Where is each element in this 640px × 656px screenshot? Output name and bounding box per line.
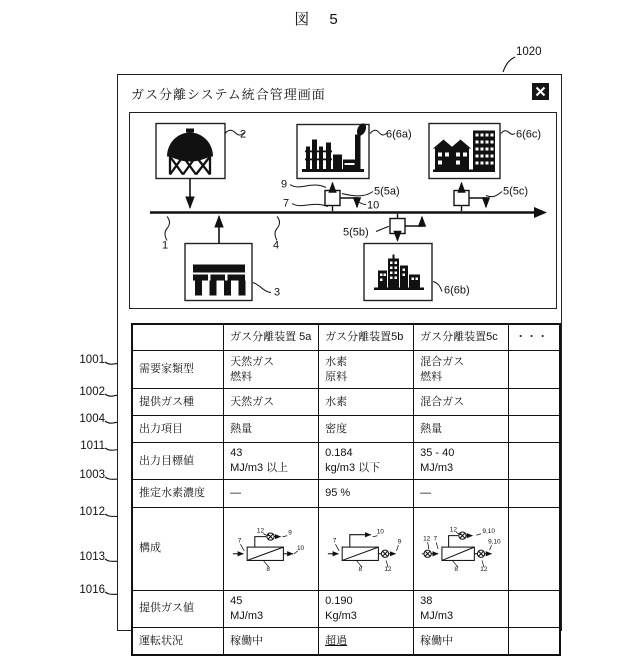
row-label: 推定水素濃度 xyxy=(132,480,224,508)
row-label: 提供ガス値 xyxy=(132,590,224,627)
separator-5b xyxy=(390,214,422,241)
label-sep-a: 5(5a) xyxy=(374,185,400,198)
table-row xyxy=(132,443,560,480)
pipeline xyxy=(150,207,547,218)
label-sep-b: 5(5b) xyxy=(343,226,369,239)
cell: 0.190 Kg/m3 xyxy=(319,590,414,627)
mini-label-module: 8 xyxy=(358,565,363,573)
table-header-row xyxy=(132,324,560,351)
table-row xyxy=(132,627,560,655)
label-tank: 2 xyxy=(240,128,247,141)
config-cell-5c xyxy=(414,508,509,591)
label-factory-a: 6(6a) xyxy=(386,128,412,141)
row-label: 運転状況 xyxy=(132,627,224,655)
label-pipe-4: 4 xyxy=(273,239,280,252)
cell: — xyxy=(224,480,319,508)
cell: 混合ガス xyxy=(414,389,509,416)
cell: 38 MJ/m3 xyxy=(414,590,509,627)
label-city-c: 6(6c) xyxy=(516,128,542,141)
cell: 稼働中 xyxy=(414,627,509,655)
cell: 熱量 xyxy=(414,416,509,443)
cell: 43 MJ/m3 以上 xyxy=(224,443,319,480)
mini-label-side-valve: 12 xyxy=(384,565,392,573)
header-empty xyxy=(132,324,224,351)
mini-label-top-out: 9,10 xyxy=(482,527,496,535)
mini-label-top-valve: 12 xyxy=(257,527,265,535)
factory-icon xyxy=(297,122,369,179)
cell xyxy=(509,590,560,627)
mini-label-top-valve: 12 xyxy=(449,526,458,534)
cell: 45 MJ/m3 xyxy=(224,590,319,627)
system-diagram xyxy=(129,112,557,309)
mini-label-feed: 7 xyxy=(237,537,242,545)
window-ref-number: 1020 xyxy=(516,46,542,58)
ref-1002: 1002 xyxy=(79,386,105,398)
label-sep-c: 5(5c) xyxy=(503,185,529,198)
header-device-5c: ガス分離装置5c xyxy=(414,324,509,351)
cell: 水素 原料 xyxy=(319,351,414,389)
city-buildings-icon xyxy=(429,124,500,179)
separator-5c xyxy=(454,183,486,211)
cell: 混合ガス 燃料 xyxy=(414,351,509,389)
cell xyxy=(509,627,560,655)
table-row-configuration xyxy=(132,508,560,591)
cell xyxy=(509,480,560,508)
cell: 0.184 kg/m3 以下 xyxy=(319,443,414,480)
mini-label-side-out: 9 xyxy=(397,538,402,546)
cell xyxy=(509,443,560,480)
mini-label-side-out: 9,10 xyxy=(488,538,501,546)
label-pipe-1: 1 xyxy=(162,239,169,252)
config-cell-5b xyxy=(319,508,414,591)
cell xyxy=(509,416,560,443)
cell: 35 - 40 MJ/m3 xyxy=(414,443,509,480)
close-icon xyxy=(535,86,546,97)
gas-holder-icon xyxy=(156,124,225,208)
mini-label-feed: 7 xyxy=(433,535,438,543)
ref-1013: 1013 xyxy=(79,551,105,563)
row-label: 提供ガス種 xyxy=(132,389,224,416)
mini-label-module: 8 xyxy=(454,565,459,573)
ref-1001: 1001 xyxy=(79,354,105,366)
config-diagram-5b xyxy=(325,525,407,573)
row-label: 構成 xyxy=(132,508,224,591)
table-row xyxy=(132,351,560,389)
cell xyxy=(509,351,560,389)
table-row xyxy=(132,416,560,443)
table-row xyxy=(132,389,560,416)
cell: 天然ガス xyxy=(224,389,319,416)
config-diagram-5c xyxy=(420,525,502,573)
status-table xyxy=(131,323,561,656)
header-device-5b: ガス分離装置5b xyxy=(319,324,414,351)
label-plant: 3 xyxy=(274,286,281,299)
header-device-5a: ガス分離装置 5a xyxy=(224,324,319,351)
table-row xyxy=(132,480,560,508)
cell: 水素 xyxy=(319,389,414,416)
close-button[interactable] xyxy=(532,83,549,100)
cell: 天然ガス 燃料 xyxy=(224,351,319,389)
ref-1011: 1011 xyxy=(80,440,105,452)
mini-label-top-out: 10 xyxy=(376,528,385,536)
mini-label-feed: 7 xyxy=(332,537,337,545)
figure-title: 図 5 xyxy=(294,11,346,28)
mini-label-feed-valve: 12 xyxy=(423,535,431,543)
header-ellipsis: ・・・ xyxy=(509,324,560,351)
cell: — xyxy=(414,480,509,508)
mini-label-module: 8 xyxy=(266,565,271,573)
table-row xyxy=(132,590,560,627)
cell: 密度 xyxy=(319,416,414,443)
label-sep-a-side: 10 xyxy=(367,199,380,212)
plant-icon xyxy=(185,217,252,301)
ref-1012: 1012 xyxy=(79,506,105,518)
window-title: ガス分離システム統合管理画面 xyxy=(131,87,326,102)
mini-label-side-out: 10 xyxy=(297,544,305,552)
row-label: 出力目標値 xyxy=(132,443,224,480)
cell: 熱量 xyxy=(224,416,319,443)
ref-1016: 1016 xyxy=(79,584,105,596)
cell-status-exceeded: 超過 xyxy=(319,627,414,655)
mini-label-top-out: 9 xyxy=(288,529,292,537)
ref-1003: 1003 xyxy=(79,469,105,481)
cell: 95 % xyxy=(319,480,414,508)
cell xyxy=(509,389,560,416)
separator-5a xyxy=(325,183,357,211)
management-window xyxy=(117,74,562,647)
row-label: 出力項目 xyxy=(132,416,224,443)
ref-1004: 1004 xyxy=(79,413,105,425)
label-sep-a-feed: 7 xyxy=(283,197,290,210)
config-diagram-5a xyxy=(230,525,312,573)
label-sep-a-top: 9 xyxy=(281,178,288,191)
label-city-b: 6(6b) xyxy=(444,284,470,297)
mini-label-side-valve: 12 xyxy=(480,565,488,573)
cell xyxy=(509,508,560,591)
config-cell-5a xyxy=(224,508,319,591)
cell: 稼働中 xyxy=(224,627,319,655)
city-b-icon xyxy=(364,244,432,301)
row-label: 需要家類型 xyxy=(132,351,224,389)
